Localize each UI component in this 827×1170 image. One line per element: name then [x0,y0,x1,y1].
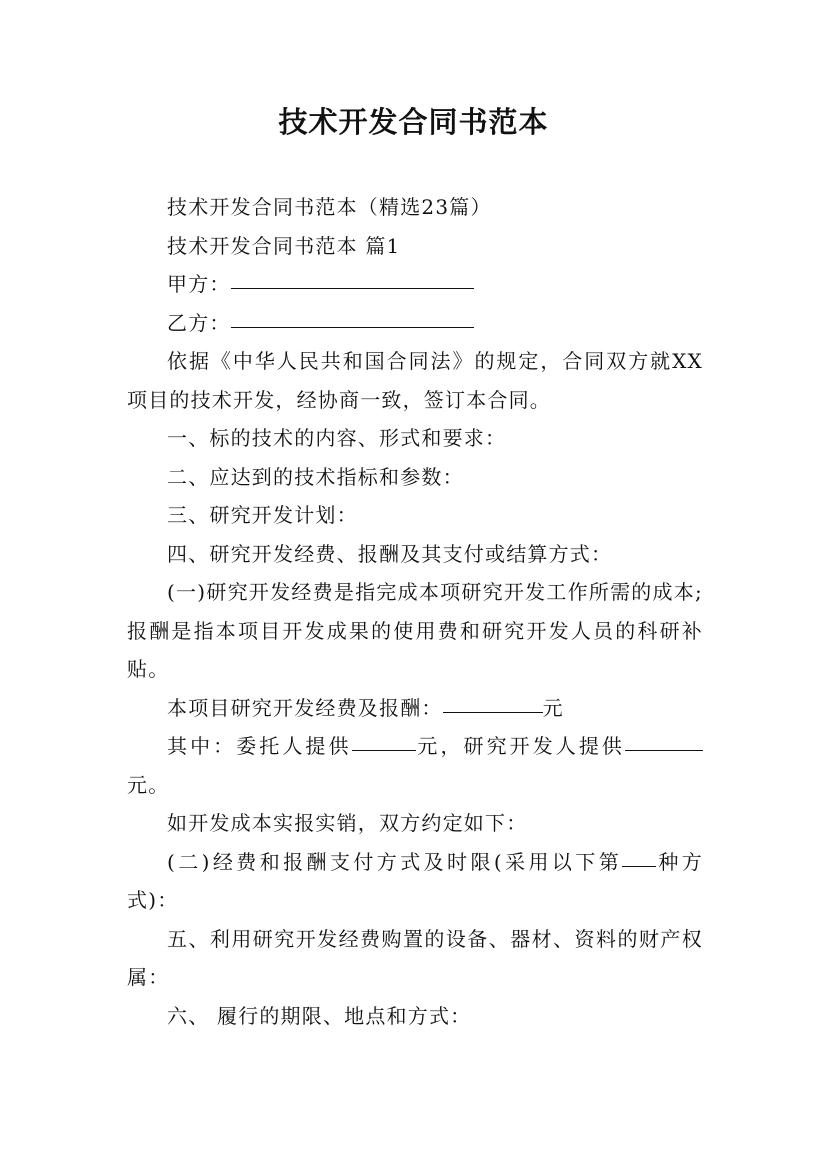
party-a-label: 甲方： [167,272,231,296]
fee-blank [443,692,543,713]
clause-4: 四、研究开发经费、报酬及其支付或结算方式： [167,541,613,566]
paragraph-subtitle: 技术开发合同书范本（精选23篇） [167,195,492,219]
clause-4-sub-2 [127,843,703,920]
fee-line [127,689,703,728]
clause-5: 五、利用研究开发经费购置的设备、器材、资料的财产权属： [127,926,703,989]
clause-1: 一、标的技术的内容、形式和要求： [167,426,507,450]
payment-text-b: 种方式)： [127,849,704,912]
party-b-line [127,304,703,343]
party-a-blank [231,268,474,289]
paragraph-reimbursement: 如开发成本实报实销，双方约定如下： [167,811,528,835]
clause-2: 二、应达到的技术指标和参数： [167,464,464,489]
party-a-line [127,265,703,304]
fee-split-text-b: 元，研究开发人提供 [415,734,625,758]
fee-split-text-a: 其中：委托人提供 [167,734,352,758]
paragraph-section-heading: 技术开发合同书范本 篇1 [167,233,401,258]
client-fee-blank [352,730,416,751]
party-b-blank [231,307,474,328]
payment-method-blank [622,846,656,867]
payment-text-a: (二)经费和报酬支付方式及时限(采用以下第 [167,849,623,874]
document-title: 技术开发合同书范本 [278,105,549,139]
developer-fee-blank [625,730,703,751]
fee-unit: 元 [542,695,564,720]
clause-3: 三、研究开发计划： [167,503,358,527]
clause-6: 六、 履行的期限、地点和方式： [167,1003,472,1028]
party-b-label: 乙方： [167,310,231,335]
fee-split-line [127,727,703,804]
fee-split-text-c: 元。 [127,772,170,797]
clause-4-sub-1: (一)研究开发经费是指完成本项研究开发工作所需的成本;报酬是指本项目开发成果的使用费和研究开发人员的科研补贴。 [127,580,703,681]
paragraph-preamble: 依据《中华人民共和国合同法》的规定，合同双方就XX项目的技术开发，经协商一致，签订本合同。 [127,349,703,412]
document-body [127,188,703,1035]
fee-label: 本项目研究开发经费及报酬： [167,695,443,720]
